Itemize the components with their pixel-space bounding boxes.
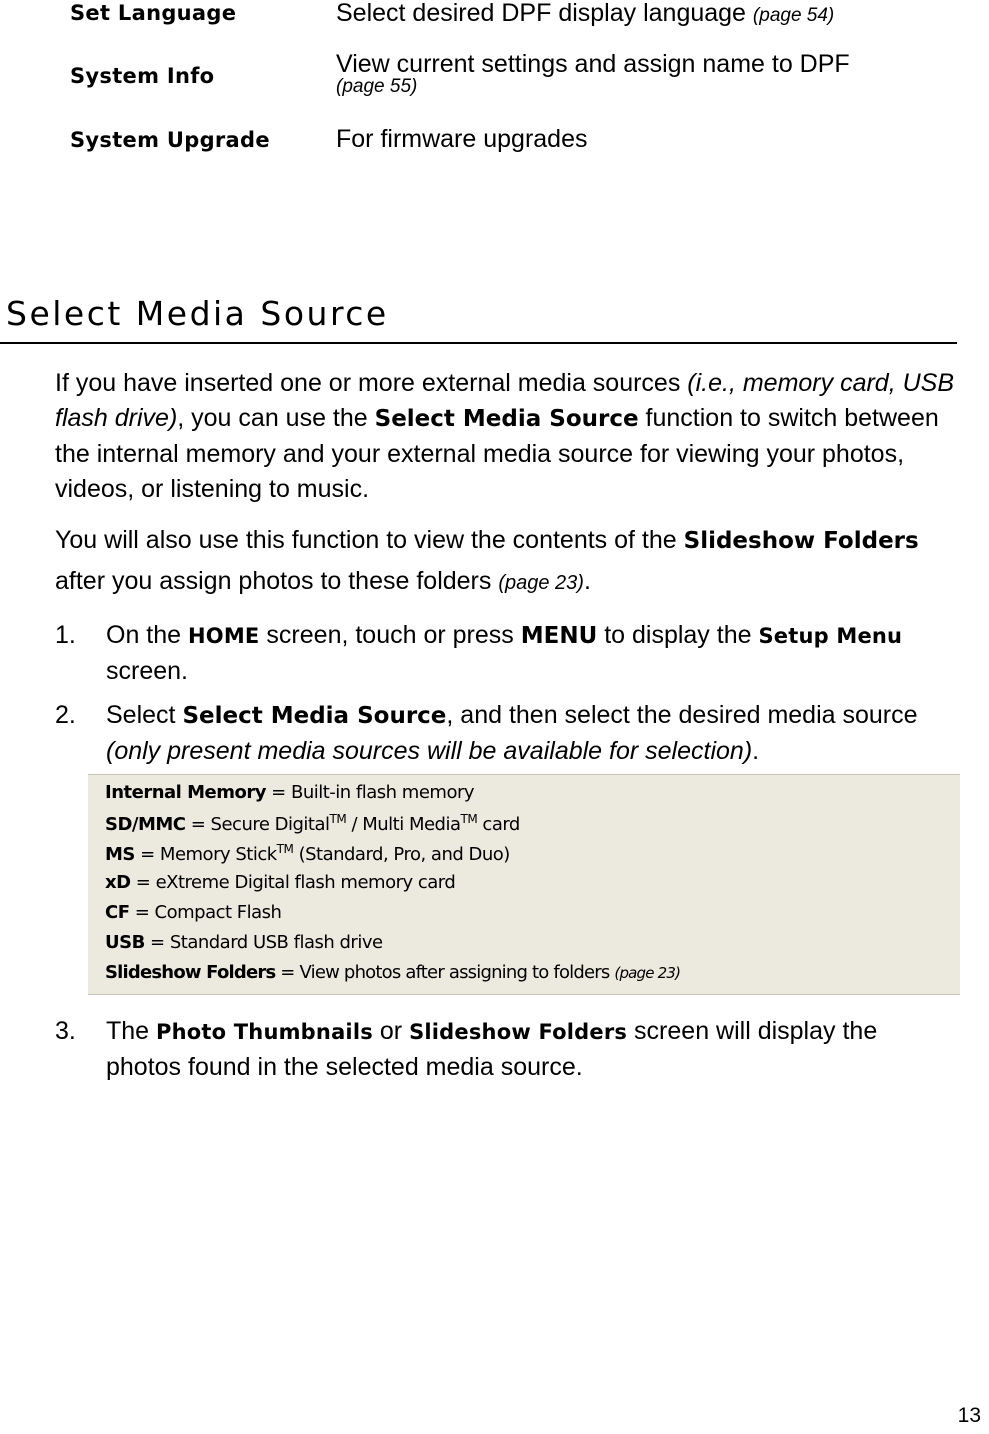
step-2-text: Select Select Media Source, and then select the desired media source (only present media sources will be available for selection).: [106, 701, 918, 765]
setting-desc-system-upgrade: For firmware upgrades: [336, 125, 588, 153]
source-slideshow-folders: Slideshow Folders = View photos after assigning to folders (page 23): [105, 962, 681, 983]
slideshow-paragraph: You will also use this function to view the contents of the Slideshow Folders after you assign photos to these folders (page 23).: [55, 526, 919, 595]
intro-paragraph: If you have inserted one or more external media sources (i.e., memory card, USB flash drive), you can use the Select Media Source function to switch between the internal memory and your external media source for viewing your photos, videos, or listening to music.: [55, 369, 955, 503]
setting-term-system-info: System Info: [70, 64, 215, 88]
media-source-list: [88, 774, 960, 995]
heading-rule: [0, 342, 957, 344]
setting-term-system-upgrade: System Upgrade: [70, 128, 270, 152]
source-xd: xD = eXtreme Digital flash memory card: [105, 872, 456, 893]
step-3-text: The Photo Thumbnails or Slideshow Folders screen will display the photos found in the selected media source.: [106, 1017, 878, 1081]
setting-desc-system-info: View current settings and assign name to DPF $^{(page 55)}$: [336, 50, 850, 97]
page-number: 13: [957, 1404, 981, 1427]
setting-desc-set-language: Select desired DPF display language (page 54): [336, 0, 835, 27]
source-cf: CF = Compact Flash: [105, 902, 282, 923]
source-ms: MS = Memory Stick™ (Standard, Pro, and Duo): [105, 842, 510, 865]
source-usb: USB = Standard USB flash drive: [105, 932, 383, 953]
section-heading: Select Media Source: [6, 294, 389, 333]
source-internal-memory: Internal Memory = Built-in flash memory: [105, 782, 475, 803]
source-sd-mmc: SD/MMC = Secure Digital™ / Multi Media™ card: [105, 812, 520, 835]
setting-term-set-language: Set Language: [70, 1, 237, 25]
step-1-text: On the HOME screen, touch or press MENU to display the Setup Menu screen.: [106, 621, 903, 685]
